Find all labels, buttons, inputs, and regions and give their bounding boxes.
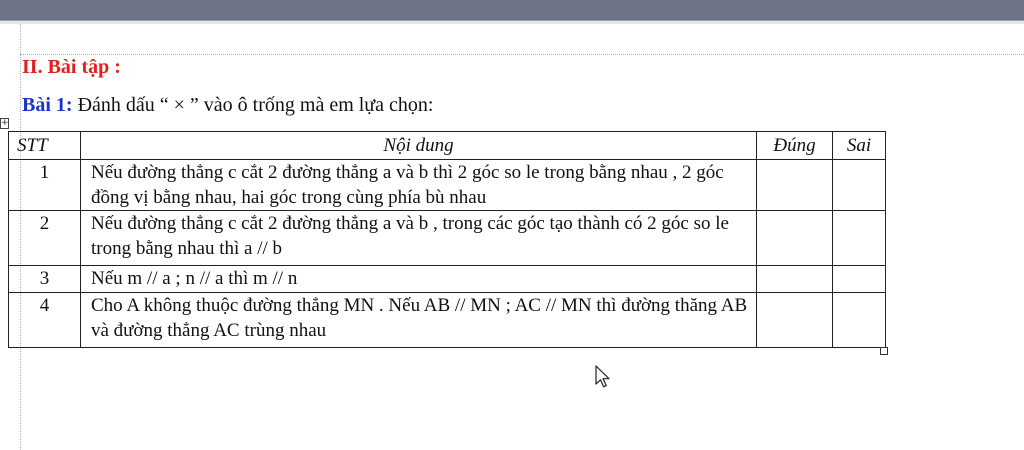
row-statement: Nếu đường thẳng c cắt 2 đường thẳng a và b thì 2 góc so le trong bằng nhau , 2 góc đồng vị bằng nhau, hai góc trong cùng phía bù nhau (81, 160, 757, 211)
row-number: 2 (9, 211, 81, 266)
header-content: Nội dung (81, 132, 757, 160)
table-row (9, 160, 886, 211)
section-heading: II. Bài tập : (22, 56, 121, 78)
table-row (9, 266, 886, 293)
row-statement: Cho A không thuộc đường thẳng MN . Nếu AB // MN ; AC // MN thì đường thăng AB và đường thẳng AC trùng nhau (81, 293, 757, 348)
exercise-text: Đánh dấu “ × ” vào ô trống mà em lựa chọn: (72, 94, 434, 116)
exercise-table (8, 131, 886, 348)
page-margin-guide-horizontal (20, 54, 1024, 55)
exercise-instruction (22, 94, 433, 117)
row-statement: Nếu đường thẳng c cắt 2 đường thẳng a và b , trong các góc tạo thành có 2 góc so le trong bằng nhau thì a // b (81, 211, 757, 266)
row-number: 1 (9, 160, 81, 211)
table-resize-handle-icon[interactable] (880, 347, 888, 355)
mouse-pointer-icon (595, 365, 611, 389)
ruler-strip (0, 21, 1024, 24)
row-statement: Nếu m // a ; n // a thì m // n (81, 266, 757, 293)
incorrect-checkbox-cell[interactable] (833, 211, 886, 266)
incorrect-checkbox-cell[interactable] (833, 266, 886, 293)
table-row (9, 211, 886, 266)
table-row (9, 293, 886, 348)
correct-checkbox-cell[interactable] (757, 293, 833, 348)
correct-checkbox-cell[interactable] (757, 211, 833, 266)
exercise-label: Bài 1: (22, 94, 73, 116)
window-top-bar (0, 0, 1024, 21)
header-correct: Đúng (757, 132, 833, 160)
incorrect-checkbox-cell[interactable] (833, 293, 886, 348)
table-move-handle-icon[interactable]: + (1, 118, 9, 128)
correct-checkbox-cell[interactable] (757, 266, 833, 293)
table-header-row (9, 132, 886, 160)
header-incorrect: Sai (833, 132, 886, 160)
correct-checkbox-cell[interactable] (757, 160, 833, 211)
incorrect-checkbox-cell[interactable] (833, 160, 886, 211)
row-number: 3 (9, 266, 81, 293)
header-stt: STT (9, 132, 81, 160)
row-number: 4 (9, 293, 81, 348)
